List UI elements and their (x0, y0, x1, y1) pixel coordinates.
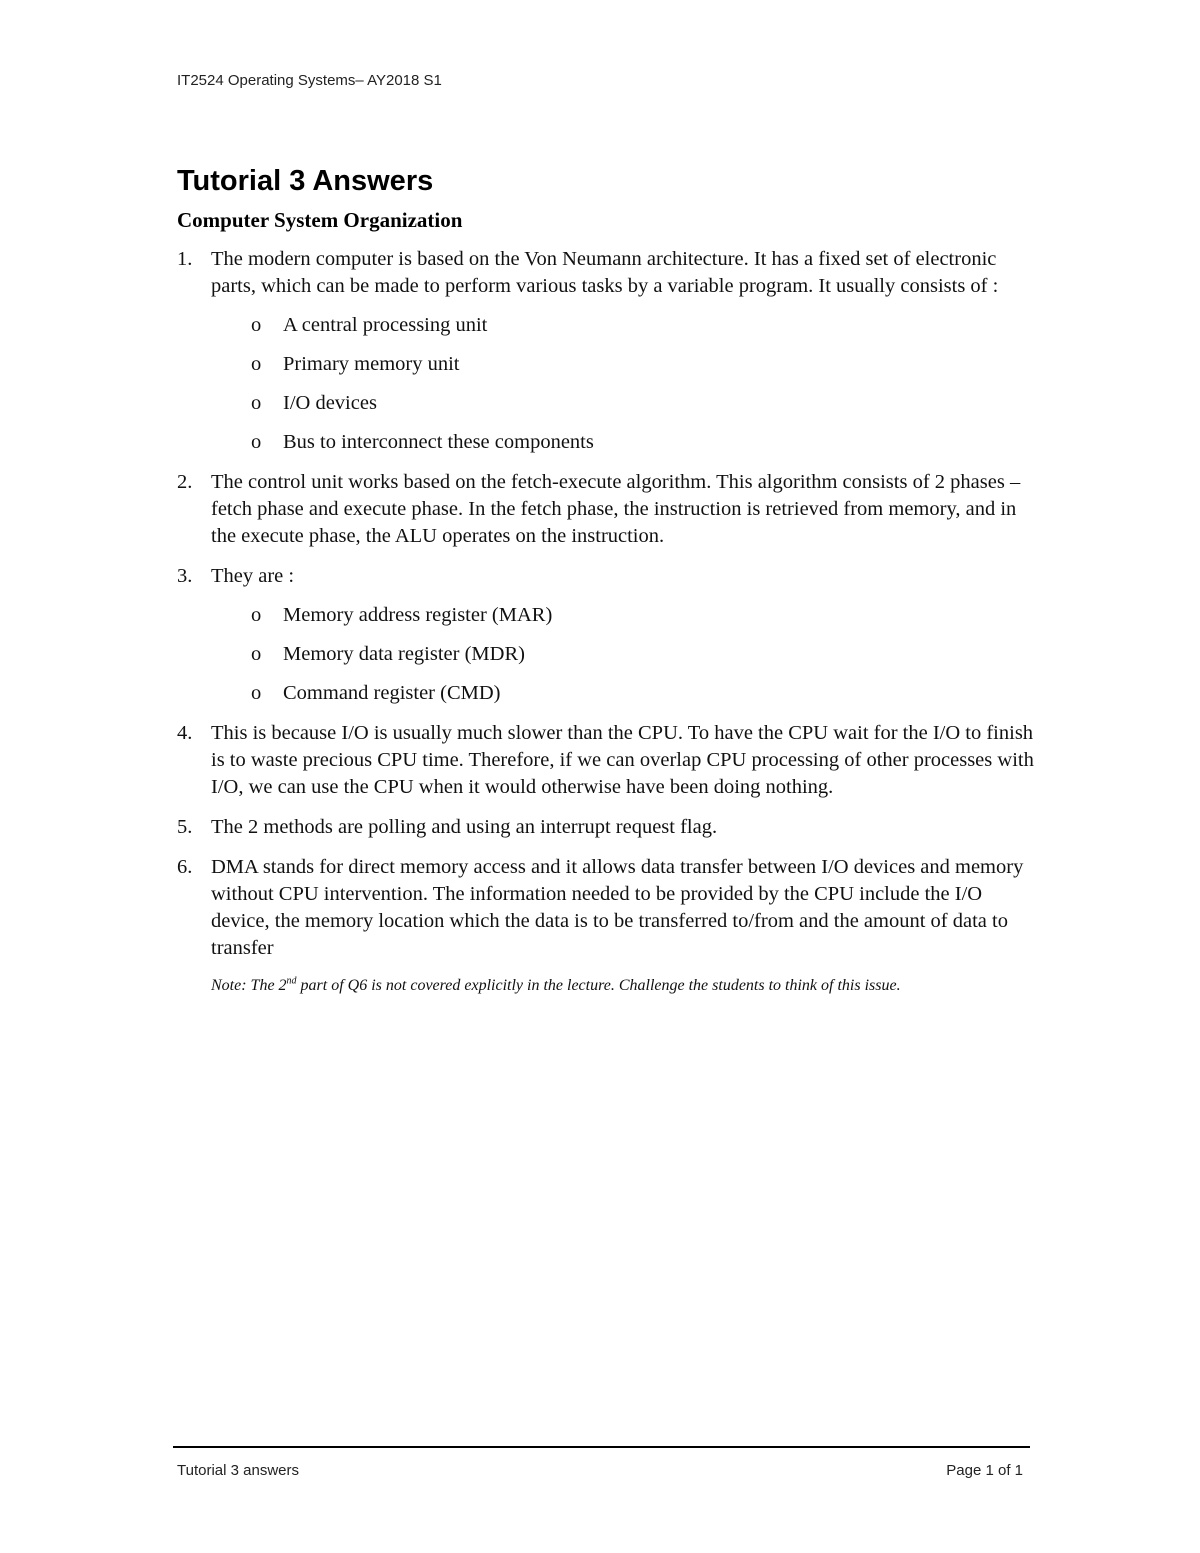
list-item-text: Command register (CMD) (283, 682, 501, 704)
answer-number: 5. (177, 816, 193, 838)
bullet-icon: o (251, 314, 262, 336)
list-item (211, 641, 1037, 668)
answer-number: 4. (177, 722, 193, 744)
list-item (211, 680, 1037, 707)
answer-item-4 (177, 720, 1037, 801)
note (211, 974, 1037, 997)
answer-text: The modern computer is based on the Von Neumann architecture. It has a fixed set of electronic parts, which can be made to perform various tasks by a variable program. It usually consists of : (211, 248, 999, 297)
answer-number: 3. (177, 565, 193, 587)
note-superscript: nd (286, 975, 297, 987)
list-item (211, 351, 1037, 378)
answer-text: DMA stands for direct memory access and it allows data transfer between I/O devices and memory without CPU intervention. The information needed to be provided by the CPU include the I/O device, the memory location which the data is to be transferred to/from and the amount of data to transfer (211, 856, 1024, 959)
list-item (211, 602, 1037, 629)
sub-list (211, 312, 1037, 456)
note-prefix: Note: The 2 (211, 977, 287, 994)
answer-item-3 (177, 563, 1037, 707)
bullet-icon: o (251, 604, 262, 626)
answer-text: This is because I/O is usually much slower than the CPU. To have the CPU wait for the I/O to finish is to waste precious CPU time. Therefore, if we can overlap CPU processing of other processes with I/O, we can use the CPU when it would otherwise have been doing nothing. (211, 722, 1034, 798)
bullet-icon: o (251, 353, 262, 375)
page-number: Page 1 of 1 (946, 1462, 1023, 1479)
answer-item-5 (177, 814, 1037, 841)
list-item-text: Bus to interconnect these components (283, 431, 594, 453)
page-header: IT2524 Operating Systems– AY2018 S1 (177, 72, 442, 89)
list-item (211, 429, 1037, 456)
bullet-icon: o (251, 682, 262, 704)
answer-number: 1. (177, 248, 193, 270)
list-item-text: Memory data register (MDR) (283, 643, 525, 665)
answer-list (177, 246, 1037, 1010)
note-suffix: part of Q6 is not covered explicitly in the lecture. Challenge the students to think of this issue. (296, 977, 901, 994)
list-item-text: Memory address register (MAR) (283, 604, 553, 626)
answer-number: 6. (177, 856, 193, 878)
list-item (211, 312, 1037, 339)
answer-text: The 2 methods are polling and using an interrupt request flag. (211, 816, 718, 838)
answer-text: They are : (211, 565, 295, 587)
answer-number: 2. (177, 471, 193, 493)
answer-item-1 (177, 246, 1037, 456)
sub-list (211, 602, 1037, 707)
answer-text: The control unit works based on the fetch-execute algorithm. This algorithm consists of 2 phases – fetch phase and execute phase. In the fetch phase, the instruction is retrieved from memory, and in the execute phase, the ALU operates on the instruction. (211, 471, 1021, 547)
footer-divider (173, 1446, 1030, 1448)
list-item (211, 390, 1037, 417)
list-item-text: I/O devices (283, 392, 377, 414)
answer-item-2 (177, 469, 1037, 550)
answer-item-6 (177, 854, 1037, 997)
list-item-text: A central processing unit (283, 314, 488, 336)
page-title: Tutorial 3 Answers (177, 165, 434, 197)
footer-title: Tutorial 3 answers (177, 1462, 299, 1479)
list-item-text: Primary memory unit (283, 353, 460, 375)
bullet-icon: o (251, 643, 262, 665)
bullet-icon: o (251, 392, 262, 414)
section-heading: Computer System Organization (177, 208, 463, 232)
bullet-icon: o (251, 431, 262, 453)
